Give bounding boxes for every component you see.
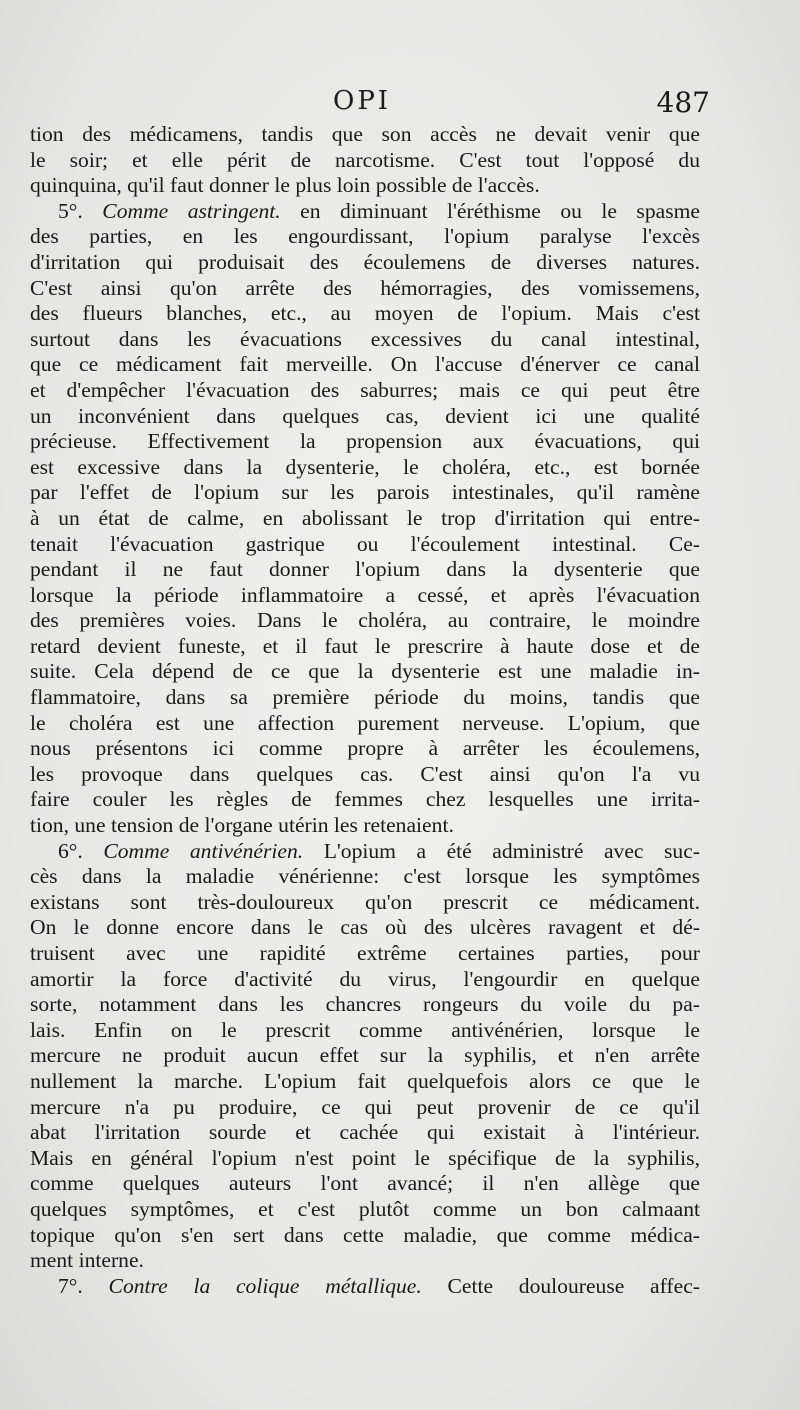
- text-line: [30, 711, 700, 737]
- line-text: amortir la force d'activité du virus, l'engourdir en quelque: [30, 966, 700, 991]
- line-text: en diminuant l'éréthisme ou le spasme: [300, 198, 700, 223]
- line-text: C'est ainsi qu'on arrête des hémorragies, des vomissemens,: [30, 275, 700, 300]
- text-line: [30, 1197, 700, 1223]
- line-text: lorsque la période inflammatoire a cessé, et après l'évacuation: [30, 582, 700, 607]
- running-header: [30, 86, 710, 120]
- text-line: [30, 1146, 700, 1172]
- text-line: [30, 813, 700, 839]
- line-text: cès dans la maladie vénérienne: c'est lorsque les symptômes: [30, 864, 700, 889]
- line-text: abat l'irritation sourde et cachée qui existait à l'intérieur.: [30, 1120, 700, 1145]
- section-number: 6°.: [58, 838, 104, 863]
- line-text: nullement la marche. L'opium fait quelquefois alors ce que le: [30, 1068, 700, 1093]
- line-text: mercure n'a pu produire, ce qui peut provenir de ce qu'il: [30, 1094, 700, 1119]
- text-line: [30, 455, 700, 481]
- line-text: quelques symptômes, et c'est plutôt comme un bon calmaant: [30, 1196, 700, 1221]
- line-text: faire couler les règles de femmes chez lesquelles une irrita-: [30, 787, 700, 812]
- text-line: [30, 685, 700, 711]
- line-text: retard devient funeste, et il faut le prescrire à haute dose et de: [30, 633, 700, 658]
- text-line: [30, 224, 700, 250]
- line-text: que ce médicament fait merveille. On l'accuse d'énerver ce canal: [30, 352, 700, 377]
- text-line: [30, 480, 700, 506]
- text-line: [30, 404, 700, 430]
- line-text: suite. Cela dépend de ce que la dysenterie est une maladie in-: [30, 659, 700, 684]
- line-text: L'opium a été administré avec suc-: [323, 838, 700, 863]
- text-line: [30, 301, 700, 327]
- line-text: des flueurs blanches, etc., au moyen de l'opium. Mais c'est: [30, 301, 700, 326]
- line-text: précieuse. Effectivement la propension aux évacuations, qui: [30, 429, 700, 454]
- section-heading: Comme astringent.: [102, 198, 301, 223]
- section-number: 5°.: [58, 198, 103, 223]
- section-heading: Comme antivénérien.: [103, 838, 324, 863]
- line-text: surtout dans les évacuations excessives du canal intestinal,: [30, 326, 700, 351]
- line-text: des premières voies. Dans le choléra, au contraire, le moindre: [30, 608, 700, 633]
- text-line: [30, 762, 700, 788]
- line-text: Cette douloureuse affec-: [447, 1273, 700, 1298]
- text-line: [30, 839, 700, 865]
- text-line: [30, 1120, 700, 1146]
- text-line: [30, 583, 700, 609]
- line-text: On le donne encore dans le cas où des ulcères ravagent et dé-: [30, 915, 700, 940]
- text-line: [30, 941, 700, 967]
- text-line: [30, 276, 700, 302]
- text-line: [30, 890, 700, 916]
- line-text: les provoque dans quelques cas. C'est ainsi qu'on l'a vu: [30, 761, 700, 786]
- line-text: Mais en général l'opium n'est point le spécifique de la syphilis,: [30, 1145, 700, 1170]
- section-heading: Contre la colique métallique.: [108, 1273, 448, 1298]
- text-line: [30, 557, 700, 583]
- text-line: [30, 429, 700, 455]
- text-line: [30, 352, 700, 378]
- line-text: ment interne.: [30, 1248, 144, 1273]
- text-line: [30, 173, 700, 199]
- text-line: [30, 915, 700, 941]
- text-line: [30, 864, 700, 890]
- line-text: sorte, notamment dans les chancres rongeurs du voile du pa-: [30, 992, 700, 1017]
- line-text: par l'effet de l'opium sur les parois intestinales, qu'il ramène: [30, 480, 700, 505]
- text-line: [30, 122, 700, 148]
- text-line: [30, 1274, 700, 1300]
- line-text: nous présentons ici comme propre à arrêter les écoulemens,: [30, 736, 700, 761]
- text-line: [30, 787, 700, 813]
- body-text: [30, 122, 700, 1299]
- line-text: existans sont très-douloureux qu'on prescrit ce médicament.: [30, 889, 700, 914]
- page-number: 487: [656, 86, 710, 119]
- line-text: et d'empêcher l'évacuation des saburres; mais ce qui peut être: [30, 377, 700, 402]
- line-text: d'irritation qui produisait des écoulemens de diverses natures.: [30, 249, 700, 274]
- text-line: [30, 1223, 700, 1249]
- text-line: [30, 634, 700, 660]
- line-text: le soir; et elle périt de narcotisme. C'est tout l'opposé du: [30, 147, 700, 172]
- text-line: [30, 1248, 700, 1274]
- text-line: [30, 532, 700, 558]
- line-text: est excessive dans la dysenterie, le choléra, etc., est bornée: [30, 454, 700, 479]
- line-text: mercure ne produit aucun effet sur la syphilis, et n'en arrête: [30, 1043, 700, 1068]
- text-line: [30, 148, 700, 174]
- line-text: flammatoire, dans sa première période du moins, tandis que: [30, 685, 700, 710]
- line-text: pendant il ne faut donner l'opium dans la dysenterie que: [30, 557, 700, 582]
- text-line: [30, 967, 700, 993]
- text-line: [30, 199, 700, 225]
- line-text: à un état de calme, en abolissant le trop d'irritation qui entre-: [30, 505, 700, 530]
- line-text: lais. Enfin on le prescrit comme antivénérien, lorsque le: [30, 1017, 700, 1042]
- text-line: [30, 1095, 700, 1121]
- section-number: 7°.: [58, 1273, 109, 1298]
- line-text: le choléra est une affection purement nerveuse. L'opium, que: [30, 710, 700, 735]
- line-text: un inconvénient dans quelques cas, devient ici une qualité: [30, 403, 700, 428]
- line-text: quinquina, qu'il faut donner le plus loin possible de l'accès.: [30, 173, 540, 198]
- line-text: tion des médicamens, tandis que son accès ne devait venir que: [30, 122, 700, 146]
- text-line: [30, 736, 700, 762]
- line-text: tenait l'évacuation gastrique ou l'écoulement intestinal. Ce-: [30, 531, 700, 556]
- text-line: [30, 992, 700, 1018]
- line-text: tion, une tension de l'organe utérin les retenaient.: [30, 813, 454, 838]
- running-title: OPI: [333, 86, 392, 116]
- text-line: [30, 659, 700, 685]
- line-text: topique qu'on s'en sert dans cette maladie, que comme médica-: [30, 1222, 700, 1247]
- text-line: [30, 250, 700, 276]
- line-text: truisent avec une rapidité extrême certaines parties, pour: [30, 941, 700, 965]
- text-line: [30, 1171, 700, 1197]
- text-line: [30, 608, 700, 634]
- text-line: [30, 1043, 700, 1069]
- text-line: [30, 327, 700, 353]
- text-line: [30, 506, 700, 532]
- text-line: [30, 1018, 700, 1044]
- text-line: [30, 378, 700, 404]
- text-line: [30, 1069, 700, 1095]
- line-text: comme quelques auteurs l'ont avancé; il n'en allège que: [30, 1171, 700, 1196]
- line-text: des parties, en les engourdissant, l'opium paralyse l'excès: [30, 224, 700, 249]
